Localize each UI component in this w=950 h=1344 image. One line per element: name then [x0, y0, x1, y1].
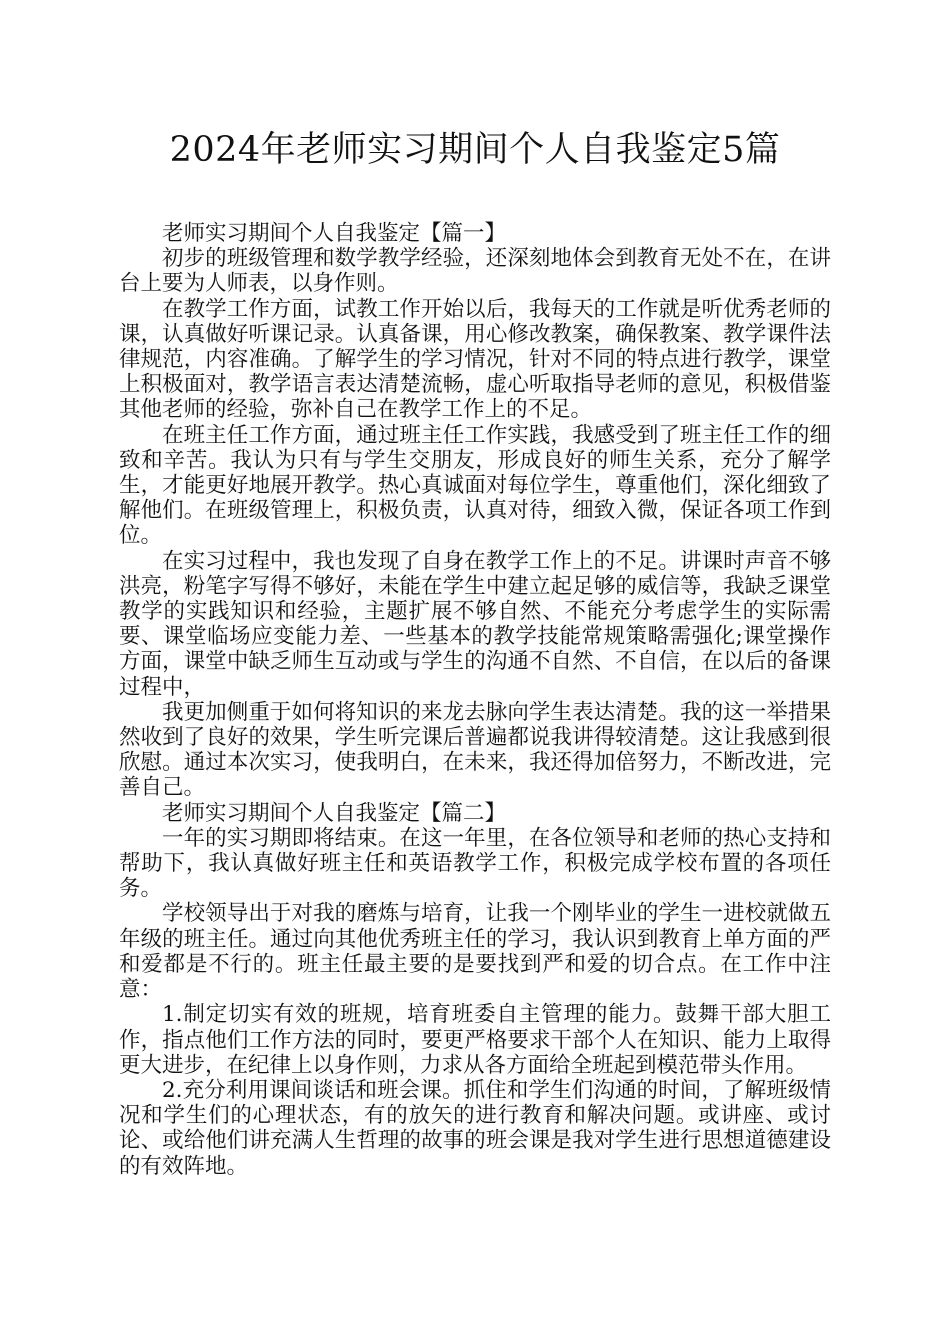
- section-heading-1: 老师实习期间个人自我鉴定【篇一】: [162, 221, 507, 246]
- paragraph: 一年的实习期即将结束。在这一年里，在各位领导和老师的热心支持和帮助下，我认真做好班主任和英语教学工作，积极完成学校布置的各项任务。: [119, 825, 831, 902]
- paragraph: 学校领导出于对我的磨炼与培育，让我一个刚毕业的学生一进校就做五年级的班主任。通过向其他优秀班主任的学习，我认识到教育上单方面的严和爱都是不行的。班主任最主要的是要找到严和爱的切合点。在工作中注意：: [119, 901, 831, 1003]
- document-body: [119, 221, 831, 1179]
- numbered-paragraph: 2.充分利用课间谈话和班会课。抓住和学生们沟通的时间，了解班级情况和学生们的心理状态，有的放矢的进行教育和解决问题。或讲座、或讨论、或给他们讲充满人生哲理的故事的班会课是我对学生进行思想道德建设的有效阵地。: [119, 1077, 831, 1179]
- numbered-paragraph: 1.制定切实有效的班规，培育班委自主管理的能力。鼓舞干部大胆工作，指点他们工作方法的同时，要更严格要求干部个人在知识、能力上取得更大进步，在纪律上以身作则，力求从各方面给全班起到模范带头作用。: [119, 1002, 831, 1078]
- section-heading-2: 老师实习期间个人自我鉴定【篇二】: [162, 800, 507, 826]
- paragraph: 在实习过程中，我也发现了自身在教学工作上的不足。讲课时声音不够洪亮，粉笔字写得不够好，未能在学生中建立起足够的威信等，我缺乏课堂教学的实践知识和经验，主题扩展不够自然、不能充分考虑学生的实际需要、课堂临场应变能力差、一些基本的教学技能常规策略需强化;课堂操作方面，课堂中缺乏师生互动或与学生的沟通不自然、不自信，在以后的备课过程中，: [119, 548, 831, 700]
- paragraph: 我更加侧重于如何将知识的来龙去脉向学生表达清楚。我的这一举措果然收到了良好的效果，学生听完课后普遍都说我讲得较清楚。这让我感到很欣慰。通过本次实习，使我明白，在未来，我还得加倍努力，不断改进，完善自己。: [119, 699, 831, 801]
- paragraph: 初步的班级管理和数学教学经验，还深刻地体会到教育无处不在，在讲台上要为人师表，以身作则。: [119, 246, 831, 297]
- document-title: 2024年老师实习期间个人自我鉴定5篇: [169, 130, 781, 170]
- paragraph: 在班主任工作方面，通过班主任工作实践，我感受到了班主任工作的细致和辛苦。我认为只有与学生交朋友，形成良好的师生关系，充分了解学生，才能更好地展开教学。热心真诚面对每位学生，尊重他们，深化细致了解他们。在班级管理上，积极负责，认真对待，细致入微，保证各项工作到位。: [119, 422, 831, 549]
- paragraph: 在教学工作方面，试教工作开始以后，我每天的工作就是听优秀老师的课，认真做好听课记录。认真备课，用心修改教案，确保教案、教学课件法律规范，内容准确。了解学生的学习情况，针对不同的特点进行教学，课堂上积极面对，教学语言表达清楚流畅，虚心听取指导老师的意见，积极借鉴其他老师的经验，弥补自己在教学工作上的不足。: [119, 296, 831, 423]
